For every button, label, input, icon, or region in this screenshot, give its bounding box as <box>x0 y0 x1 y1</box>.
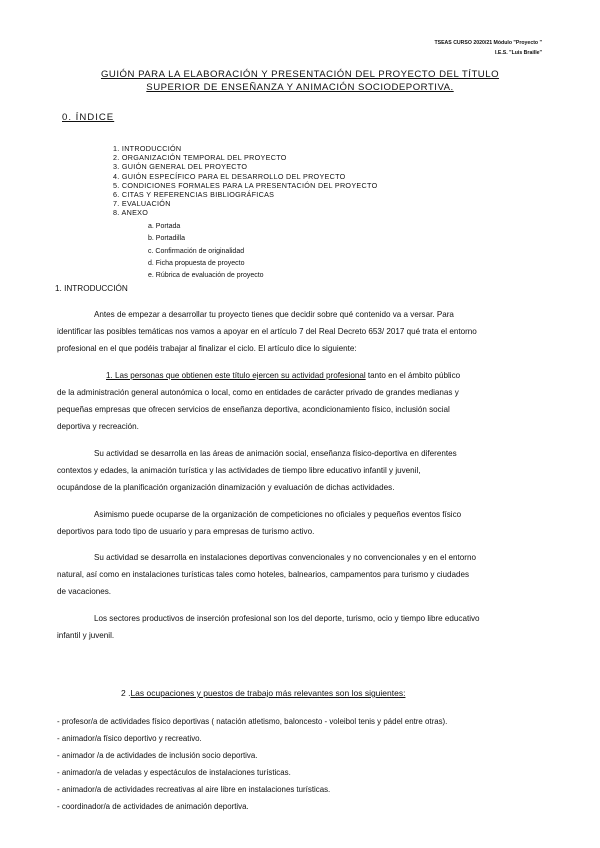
text-line: Asimismo puede ocuparse de la organización de competiciones no oficiales y pequeños eventos físico <box>94 510 462 519</box>
text-line: profesional en el que podéis trabajar al finalizar el ciclo. El artículo dice lo siguiente: <box>57 344 357 353</box>
text-line: natural, así como en instalaciones turísticas tales como hoteles, balnearios, campamentos para turismo y ciudades <box>57 570 470 579</box>
list-item: - animador/a de veladas y espectáculos de instalaciones turísticas. <box>57 768 291 777</box>
document-title-line-1: GUIÓN PARA LA ELABORACIÓN Y PRESENTACIÓN DEL PROYECTO DEL TÍTULO <box>100 69 500 80</box>
text-line: Los sectores productivos de inserción profesional son los del deporte, turismo, ocio y tiempo libre educativo <box>94 614 480 623</box>
text-line: deportiva y recreación. <box>57 422 139 431</box>
text-line: ocupándose de la planificación organización dinamización y evaluación de dichas actividades. <box>57 483 395 492</box>
list-item: - animador/a físico deportivo y recreativo. <box>57 734 202 743</box>
annex-list <box>148 221 264 282</box>
text-line: de vacaciones. <box>57 587 111 596</box>
header-school-line: I.E.S. "Luis Braille" <box>494 50 542 56</box>
document-title-line-2: SUPERIOR DE ENSEÑANZA Y ANIMACIÓN SOCIODEPORTIVA. <box>146 82 454 93</box>
occupations-list <box>57 713 447 815</box>
text-line: deportivos para todo tipo de usuario y para empresas de turismo activo. <box>57 527 315 536</box>
text-line: Su actividad se desarrolla en las áreas de animación social, enseñanza físico-deportiva en diferentes <box>94 449 457 458</box>
index-list <box>113 144 377 218</box>
text-line: Su actividad se desarrolla en instalaciones deportivas convencionales y no convencionales y en el entorno <box>94 553 476 562</box>
intro-paragraph-2 <box>57 367 460 435</box>
header-course-line: TSEAS CURSO 2020/21 Módulo "Proyecto " <box>434 40 542 46</box>
intro-paragraph-6 <box>57 610 480 644</box>
occupations-heading <box>121 688 405 698</box>
text-line: infantil y juvenil. <box>57 631 115 640</box>
intro-paragraph-4 <box>57 506 461 540</box>
index-item: 5. CONDICIONES FORMALES PARA LA PRESENTACIÓN DEL PROYECTO <box>113 180 378 190</box>
occupations-number: 2 . <box>121 688 131 698</box>
intro-heading: 1. INTRODUCCIÓN <box>55 284 128 293</box>
intro-paragraph-5 <box>57 549 476 600</box>
text-line: identificar las posibles temáticas nos vamos a apoyar en el artículo 7 del Real Decreto 653/ 2017 qué trata el entorno <box>57 327 477 336</box>
list-item: - animador /a de actividades de inclusión socio deportiva. <box>57 751 258 760</box>
annex-item: c. Confirmación de originalidad <box>148 247 245 255</box>
text-line: contextos y edades, la animación turística y las actividades de tiempo libre educativo infantil y juvenil, <box>57 466 421 475</box>
intro-paragraph-3 <box>57 445 457 496</box>
annex-item: d. Ficha propuesta de proyecto <box>148 259 245 267</box>
annex-item: e. Rúbrica de evaluación de proyecto <box>148 272 264 280</box>
occupations-title: Las ocupaciones y puestos de trabajo más relevantes son los siguientes: <box>130 688 406 698</box>
index-item: 7. EVALUACIÓN <box>113 199 171 209</box>
index-item: 4. GUIÓN ESPECÍFICO PARA EL DESARROLLO DEL PROYECTO <box>113 171 346 181</box>
intro-paragraph-1 <box>57 306 477 357</box>
index-item: 8. ANEXO <box>113 208 149 218</box>
annex-item: b. Portadilla <box>148 235 185 243</box>
index-item: 6. CITAS Y REFERENCIAS BIBLIOGRÁFICAS <box>113 190 275 200</box>
annex-item: a. Portada <box>148 223 181 230</box>
index-item: 3. GUIÓN GENERAL DEL PROYECTO <box>113 162 248 172</box>
text-line: pequeñas empresas que ofrecen servicios de enseñanza deportiva, acondicionamiento físico, inclusión social <box>57 405 450 414</box>
text-span: tanto en el ámbito público <box>365 371 461 380</box>
text-line: Antes de empezar a desarrollar tu proyecto tienes que decidir sobre qué contenido va a versar. Para <box>94 310 454 319</box>
index-heading: 0. ÍNDICE <box>62 112 115 123</box>
index-item: 1. INTRODUCCIÓN <box>113 144 182 153</box>
list-item: - animador/a de actividades recreativas al aire libre en instalaciones turísticas. <box>57 785 331 794</box>
list-item: - profesor/a de actividades físico deportivas ( natación atletismo, baloncesto - voleibol tenis y pádel entre otras). <box>57 717 448 726</box>
index-item: 2. ORGANIZACIÓN TEMPORAL DEL PROYECTO <box>113 153 287 163</box>
list-item: - coordinador/a de actividades de animación deportiva. <box>57 802 249 811</box>
underlined-lead: 1. Las personas que obtienen este título ejercen su actividad profesional <box>106 371 366 380</box>
text-line: de la administración general autonómica o local, como en entidades de carácter privado de grandes medianas y <box>57 388 459 397</box>
